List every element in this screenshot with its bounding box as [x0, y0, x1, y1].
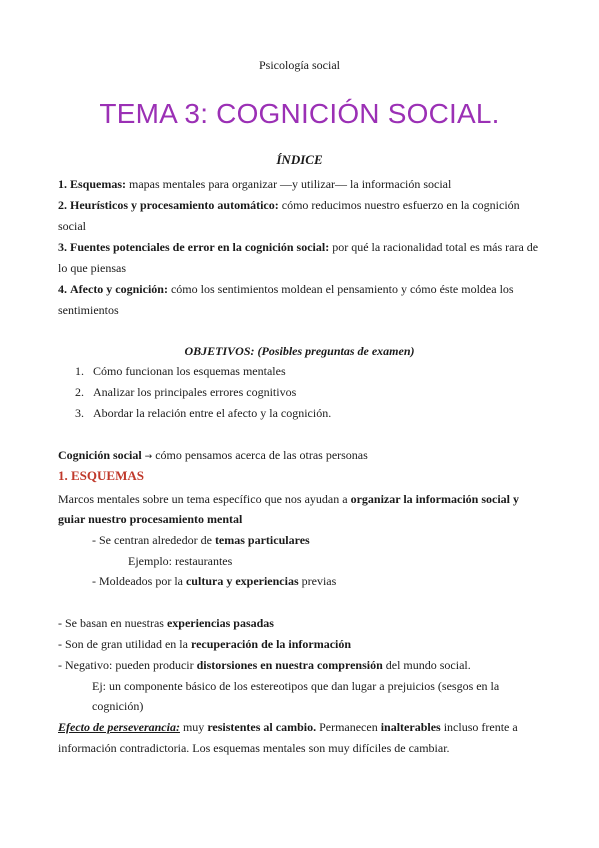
index-item-4-title: Afecto y cognición:: [70, 282, 168, 296]
perseverance-text-a: muy: [179, 720, 208, 734]
objective-item-1: [75, 364, 286, 378]
bullet-3-bold: distorsiones en nuestra comprensión: [196, 658, 383, 672]
bullet-experiencias: [58, 616, 274, 630]
index-item-2-title: Heurísticos y procesamiento automático:: [70, 198, 279, 212]
definition-line: [58, 448, 368, 464]
section-intro-cont: [58, 512, 242, 526]
bullet-negativo: [58, 658, 471, 672]
point-cultura-bold: cultura y experiencias: [185, 574, 299, 588]
bullet-recuperacion: [58, 637, 351, 651]
objective-item-3: [75, 406, 331, 420]
perseverance-cont: información contradictoria. Los esquemas mentales son muy difíciles de cambiar.: [58, 741, 450, 755]
index-item-3: [58, 240, 538, 254]
index-item-1-text: mapas mentales para organizar —y utilizar— la información social: [126, 177, 452, 191]
objectives-heading: OBJETIVOS: (Posibles preguntas de examen): [184, 344, 415, 358]
bullet-3-text: - Negativo: pueden producir: [58, 658, 197, 672]
intro-text-c: guiar nuestro procesamiento mental: [58, 512, 243, 526]
index-item-1-num: 1.: [58, 177, 67, 191]
objective-1-num: 1.: [75, 364, 84, 378]
index-item-2-text: cómo reducimos nuestro esfuerzo en la cognición: [278, 198, 520, 212]
point-cultura-text-a: - Moldeados por la: [92, 574, 186, 588]
bullet-3-text-c: del mundo social.: [382, 658, 471, 672]
definition-text: cómo pensamos acerca de las otras personas: [152, 448, 368, 462]
index-item-3-num: 3.: [58, 240, 67, 254]
subject-header: Psicología social: [259, 58, 340, 72]
section-intro: [58, 492, 519, 506]
perseverance-label: Efecto de perseverancia:: [58, 720, 180, 734]
objective-2-num: 2.: [75, 385, 84, 399]
page-title: TEMA 3: COGNICIÓN SOCIAL.: [99, 98, 500, 129]
index-item-2: [58, 198, 520, 212]
point-temas: [92, 533, 310, 547]
section-heading-esquemas: 1. ESQUEMAS: [58, 468, 144, 483]
bullet-2-bold: recuperación de la información: [190, 637, 352, 651]
perseverance-text-c: Permanecen: [316, 720, 381, 734]
bullet-1-text: - Se basan en nuestras: [58, 616, 167, 630]
index-item-1: [58, 177, 451, 191]
point-cultura: [92, 574, 336, 588]
index-item-4: [58, 282, 514, 296]
index-item-3-cont: lo que piensas: [58, 261, 126, 275]
point-cultura-text-c: previas: [298, 574, 337, 588]
index-item-3-title: Fuentes potenciales de error en la cognición social:: [70, 240, 330, 254]
index-item-3-text: por qué la racionalidad total es más rara de: [329, 240, 539, 254]
perseverance-line: [58, 720, 518, 734]
intro-text-a: Marcos mentales sobre un tema específico que nos ayudan a: [58, 492, 351, 506]
index-item-4-cont: sentimientos: [58, 303, 119, 317]
objective-3-num: 3.: [75, 406, 84, 420]
arrow-icon: →: [144, 452, 153, 462]
bullet-1-bold: experiencias pasadas: [166, 616, 274, 630]
index-item-2-cont: social: [58, 219, 86, 233]
perseverance-bold-d: inalterables: [380, 720, 441, 734]
index-item-4-num: 4.: [58, 282, 67, 296]
example-estereotipos: Ej: un componente básico de los estereotipos que dan lugar a prejuicios (sesgos en la: [92, 679, 500, 693]
objective-2-text: Analizar los principales errores cognitivos: [93, 385, 297, 399]
perseverance-bold-b: resistentes al cambio.: [207, 720, 317, 734]
objective-3-text: Abordar la relación entre el afecto y la cognición.: [93, 406, 332, 420]
objective-1-text: Cómo funcionan los esquemas mentales: [93, 364, 286, 378]
bullet-2-text: - Son de gran utilidad en la: [58, 637, 191, 651]
intro-text-b: organizar la información social y: [350, 492, 520, 506]
point-temas-text: - Se centran alrededor de: [92, 533, 215, 547]
index-item-2-num: 2.: [58, 198, 67, 212]
index-heading: ÍNDICE: [276, 152, 323, 167]
example-line: Ejemplo: restaurantes: [128, 554, 233, 568]
example-estereotipos-cont: cognición): [92, 699, 144, 713]
index-item-1-title: Esquemas:: [70, 177, 127, 191]
point-temas-bold: temas particulares: [214, 533, 310, 547]
perseverance-text-e: incluso frente a: [440, 720, 518, 734]
index-item-4-text: cómo los sentimientos moldean el pensamiento y cómo éste moldea los: [167, 282, 514, 296]
objective-item-2: [75, 385, 296, 399]
definition-term: Cognición social: [58, 448, 142, 462]
